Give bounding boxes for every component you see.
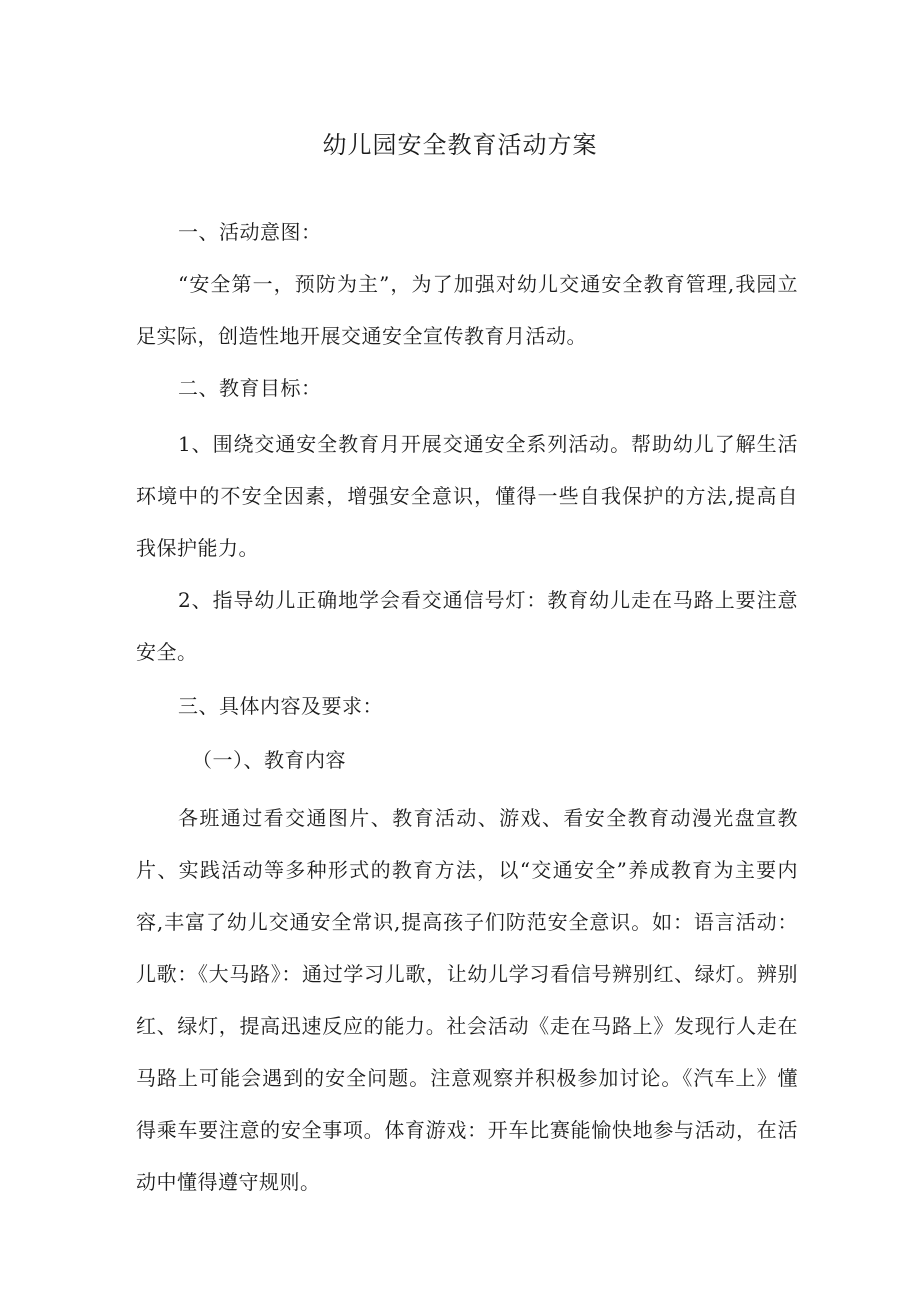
- section-2-item-1: 1、围绕交通安全教育月开展交通安全系列活动。帮助幼儿了解生活环境中的不安全因素，增强安全意识，懂得一些自我保护的方法,提高自我保护能力。: [136, 432, 798, 560]
- section-1-paragraph: “安全第一，预防为主”，为了加强对幼儿交通安全教育管理,我园立足实际，创造性地开展交通安全宣传教育月活动。: [136, 272, 798, 348]
- document-title: 幼儿园安全教育活动方案: [322, 131, 598, 159]
- section-3-heading: 三、具体内容及要求：: [178, 694, 383, 718]
- section-3-paragraph: 各班通过看交通图片、教育活动、游戏、看安全教育动漫光盘宣教片、实践活动等多种形式的教育方法，以“交通安全”养成教育为主要内容,丰富了幼儿交通安全常识,提高孩子们防范安全意识。如：语言活动：儿歌：《大马路》：通过学习儿歌，让幼儿学习看信号辨别红、绿灯。辨别红、绿灯，提高迅速反应的能力。社会活动《走在马路上》发现行人走在马路上可能会遇到的安全问题。注意观察并积极参加讨论。《汽车上》懂得乘车要注意的安全事项。体育游戏：开车比赛能愉快地参与活动，在活动中懂得遵守规则。: [136, 806, 798, 1194]
- section-3-subheading: （一）、教育内容: [192, 748, 346, 772]
- section-1-heading: 一、活动意图：: [178, 220, 322, 244]
- section-2-heading: 二、教育目标：: [178, 376, 322, 400]
- section-2-item-2: 2、指导幼儿正确地学会看交通信号灯：教育幼儿走在马路上要注意安全。: [136, 588, 798, 664]
